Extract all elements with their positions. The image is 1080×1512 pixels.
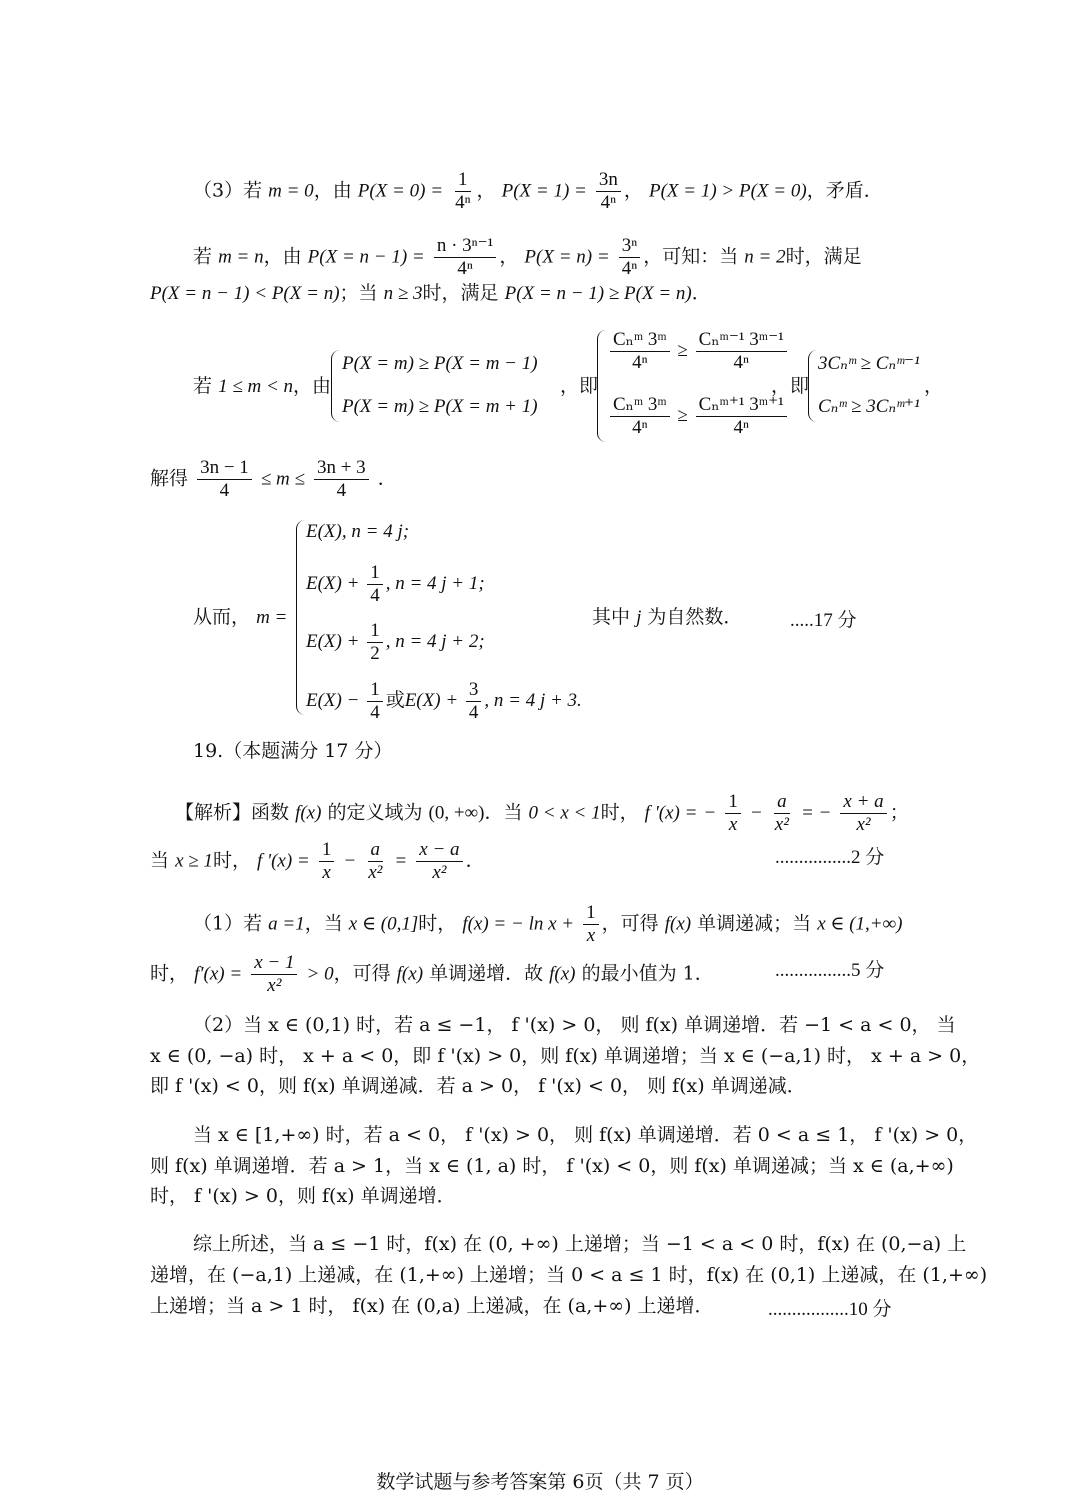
part3-line4-prefix: 若 1 ≤ m < n，由 <box>193 375 332 397</box>
summary-line3: 上递增；当 a > 1 时， f(x) 在 (0,a) 上递减，在 (a,+∞) 上递增． <box>150 1295 714 1317</box>
part2-line2: x ∈ (0, −a) 时， x + a < 0，即 f '(x) > 0，则 f(x) 单调递增；当 x ∈ (−a,1) 时， x + a > 0， <box>150 1045 981 1067</box>
system1-brace <box>331 350 340 422</box>
system2-row2: $\frac{\text{Cₙᵐ 3ᵐ}}{\text{4ⁿ}}$ ≥ $\frac{\text{Cₙᵐ⁺¹ 3ᵐ⁺¹}}{\text{4ⁿ}}$ <box>607 395 790 438</box>
summary-line1: 综上所述，当 a ≤ −1 时，f(x) 在 (0, +∞) 上递增；当 −1 < a < 0 时，f(x) 在 (0,−a) 上 <box>193 1233 967 1255</box>
part2b-line2: 则 f(x) 单调递增．若 a > 1，当 x ∈ (1, a) 时， f '(x) < 0，则 f(x) 单调递减；当 x ∈ (a,+∞) <box>150 1155 954 1177</box>
system3-brace <box>808 350 817 422</box>
score-17: .....17 分 <box>790 610 857 631</box>
score-5: ................5 分 <box>775 960 885 981</box>
q19-analysis-line1: 【解析】函数 f(x) 的定义域为 (0, +∞)．当 0 < x < 1时， f '(x) = − $\frac{1}{x}$ − $\frac{a}{\text{x²}}$ = − $\frac{x + a}{\text{x²}}$ ； <box>175 791 909 835</box>
piecewise-brace <box>296 520 305 715</box>
case-2: E(X) + $\frac{1}{4}$ , n = 4 j + 1; <box>306 562 485 606</box>
solve-line: 解得 $\frac{3n - 1}{4}$ ≤ m ≤ $\frac{3n + 3}{4}$ ． <box>150 457 397 501</box>
q19-title: 19.（本题满分 17 分） <box>193 740 393 762</box>
page-footer: 数学试题与参考答案第 6页（共 7 页） <box>376 1471 704 1493</box>
part2b-line3: 时， f '(x) > 0，则 f(x) 单调递增． <box>150 1185 456 1207</box>
system1-row2: P(X = m) ≥ P(X = m + 1) <box>342 396 538 417</box>
system1-row1: P(X = m) ≥ P(X = m − 1) <box>342 353 538 374</box>
score-10: .................10 分 <box>768 1299 892 1320</box>
case-3: E(X) + $\frac{1}{2}$ , n = 4 j + 2; <box>306 620 485 664</box>
summary-line2: 递增，在 (−a,1) 上递减，在 (1,+∞) 上递增；当 0 < a ≤ 1 时，f(x) 在 (0,1) 上递减，在 (1,+∞) <box>150 1264 988 1286</box>
ji-2: ，即 <box>771 375 810 397</box>
part1-line1: （1）若 a =1，当 x ∈ (0,1]时， f(x) = − ln x + $\frac{1}{x}$ ，可得 f(x) 单调递减；当 x ∈ (1,+∞) <box>193 902 903 946</box>
system2-brace <box>597 330 606 442</box>
case-4: E(X) − $\frac{1}{4}$ 或E(X) + $\frac{3}{4}$ , n = 4 j + 3. <box>306 679 582 723</box>
part2b-line1: 当 x ∈ [1,+∞) 时，若 a < 0， f '(x) > 0， 则 f(x) 单调递增．若 0 < a ≤ 1， f '(x) > 0， <box>193 1124 978 1146</box>
system3-row1: 3Cₙᵐ ≥ Cₙᵐ⁻¹ <box>818 353 920 374</box>
hence-label: 从而， m = <box>193 606 288 628</box>
part3-line2: 若 m = n，由 P(X = n − 1) = $\frac{\text{n · 3ⁿ⁻¹}}{\text{4ⁿ}}$ ， P(X = n) = $\frac{\text{3ⁿ}}{\text{4ⁿ}}$ ，可知：当 n = 2时，满足 <box>193 235 862 279</box>
where-note: 其中 j 为自然数． <box>592 606 743 628</box>
score-2: ................2 分 <box>775 847 885 868</box>
part2-line1: （2）当 x ∈ (0,1) 时，若 a ≤ −1， f '(x) > 0， 则 f(x) 单调递增．若 −1 < a < 0， 当 <box>193 1014 956 1036</box>
q19-analysis-line2: 当 x ≥ 1时， f '(x) = $\frac{1}{x}$ − $\frac{a}{\text{x²}}$ = $\frac{x - a}{\text{x²}}$ ． <box>150 839 485 883</box>
comma-after-system: ， <box>924 375 944 397</box>
ji-1: ，即 <box>560 375 599 397</box>
part3-line3: P(X = n − 1) < P(X = n)；当 n ≥ 3时，满足 P(X = n − 1) ≥ P(X = n)． <box>150 282 711 304</box>
part1-line2: 时， f′(x) = $\frac{x - 1}{\text{x²}}$ > 0，可得 f(x) 单调递增．故 f(x) 的最小值为 1． <box>150 952 714 996</box>
part3-line1: （3）若 m = 0，由 P(X = 0) = $\frac{1}{\text{4ⁿ}}$ ， P(X = 1) = $\frac{3n}{\text{4ⁿ}}$ ， P(X = 1) > P(X = 0)，矛盾． <box>193 169 883 213</box>
part2-line3: 即 f '(x) < 0，则 f(x) 单调递减．若 a > 0， f '(x) < 0， 则 f(x) 单调递减． <box>150 1075 806 1097</box>
system3-row2: Cₙᵐ ≥ 3Cₙᵐ⁺¹ <box>818 396 920 417</box>
system2-row1: $\frac{\text{Cₙᵐ 3ᵐ}}{\text{4ⁿ}}$ ≥ $\frac{\text{Cₙᵐ⁻¹ 3ᵐ⁻¹}}{\text{4ⁿ}}$ <box>607 330 790 373</box>
case-1: E(X), n = 4 j; <box>306 521 410 542</box>
